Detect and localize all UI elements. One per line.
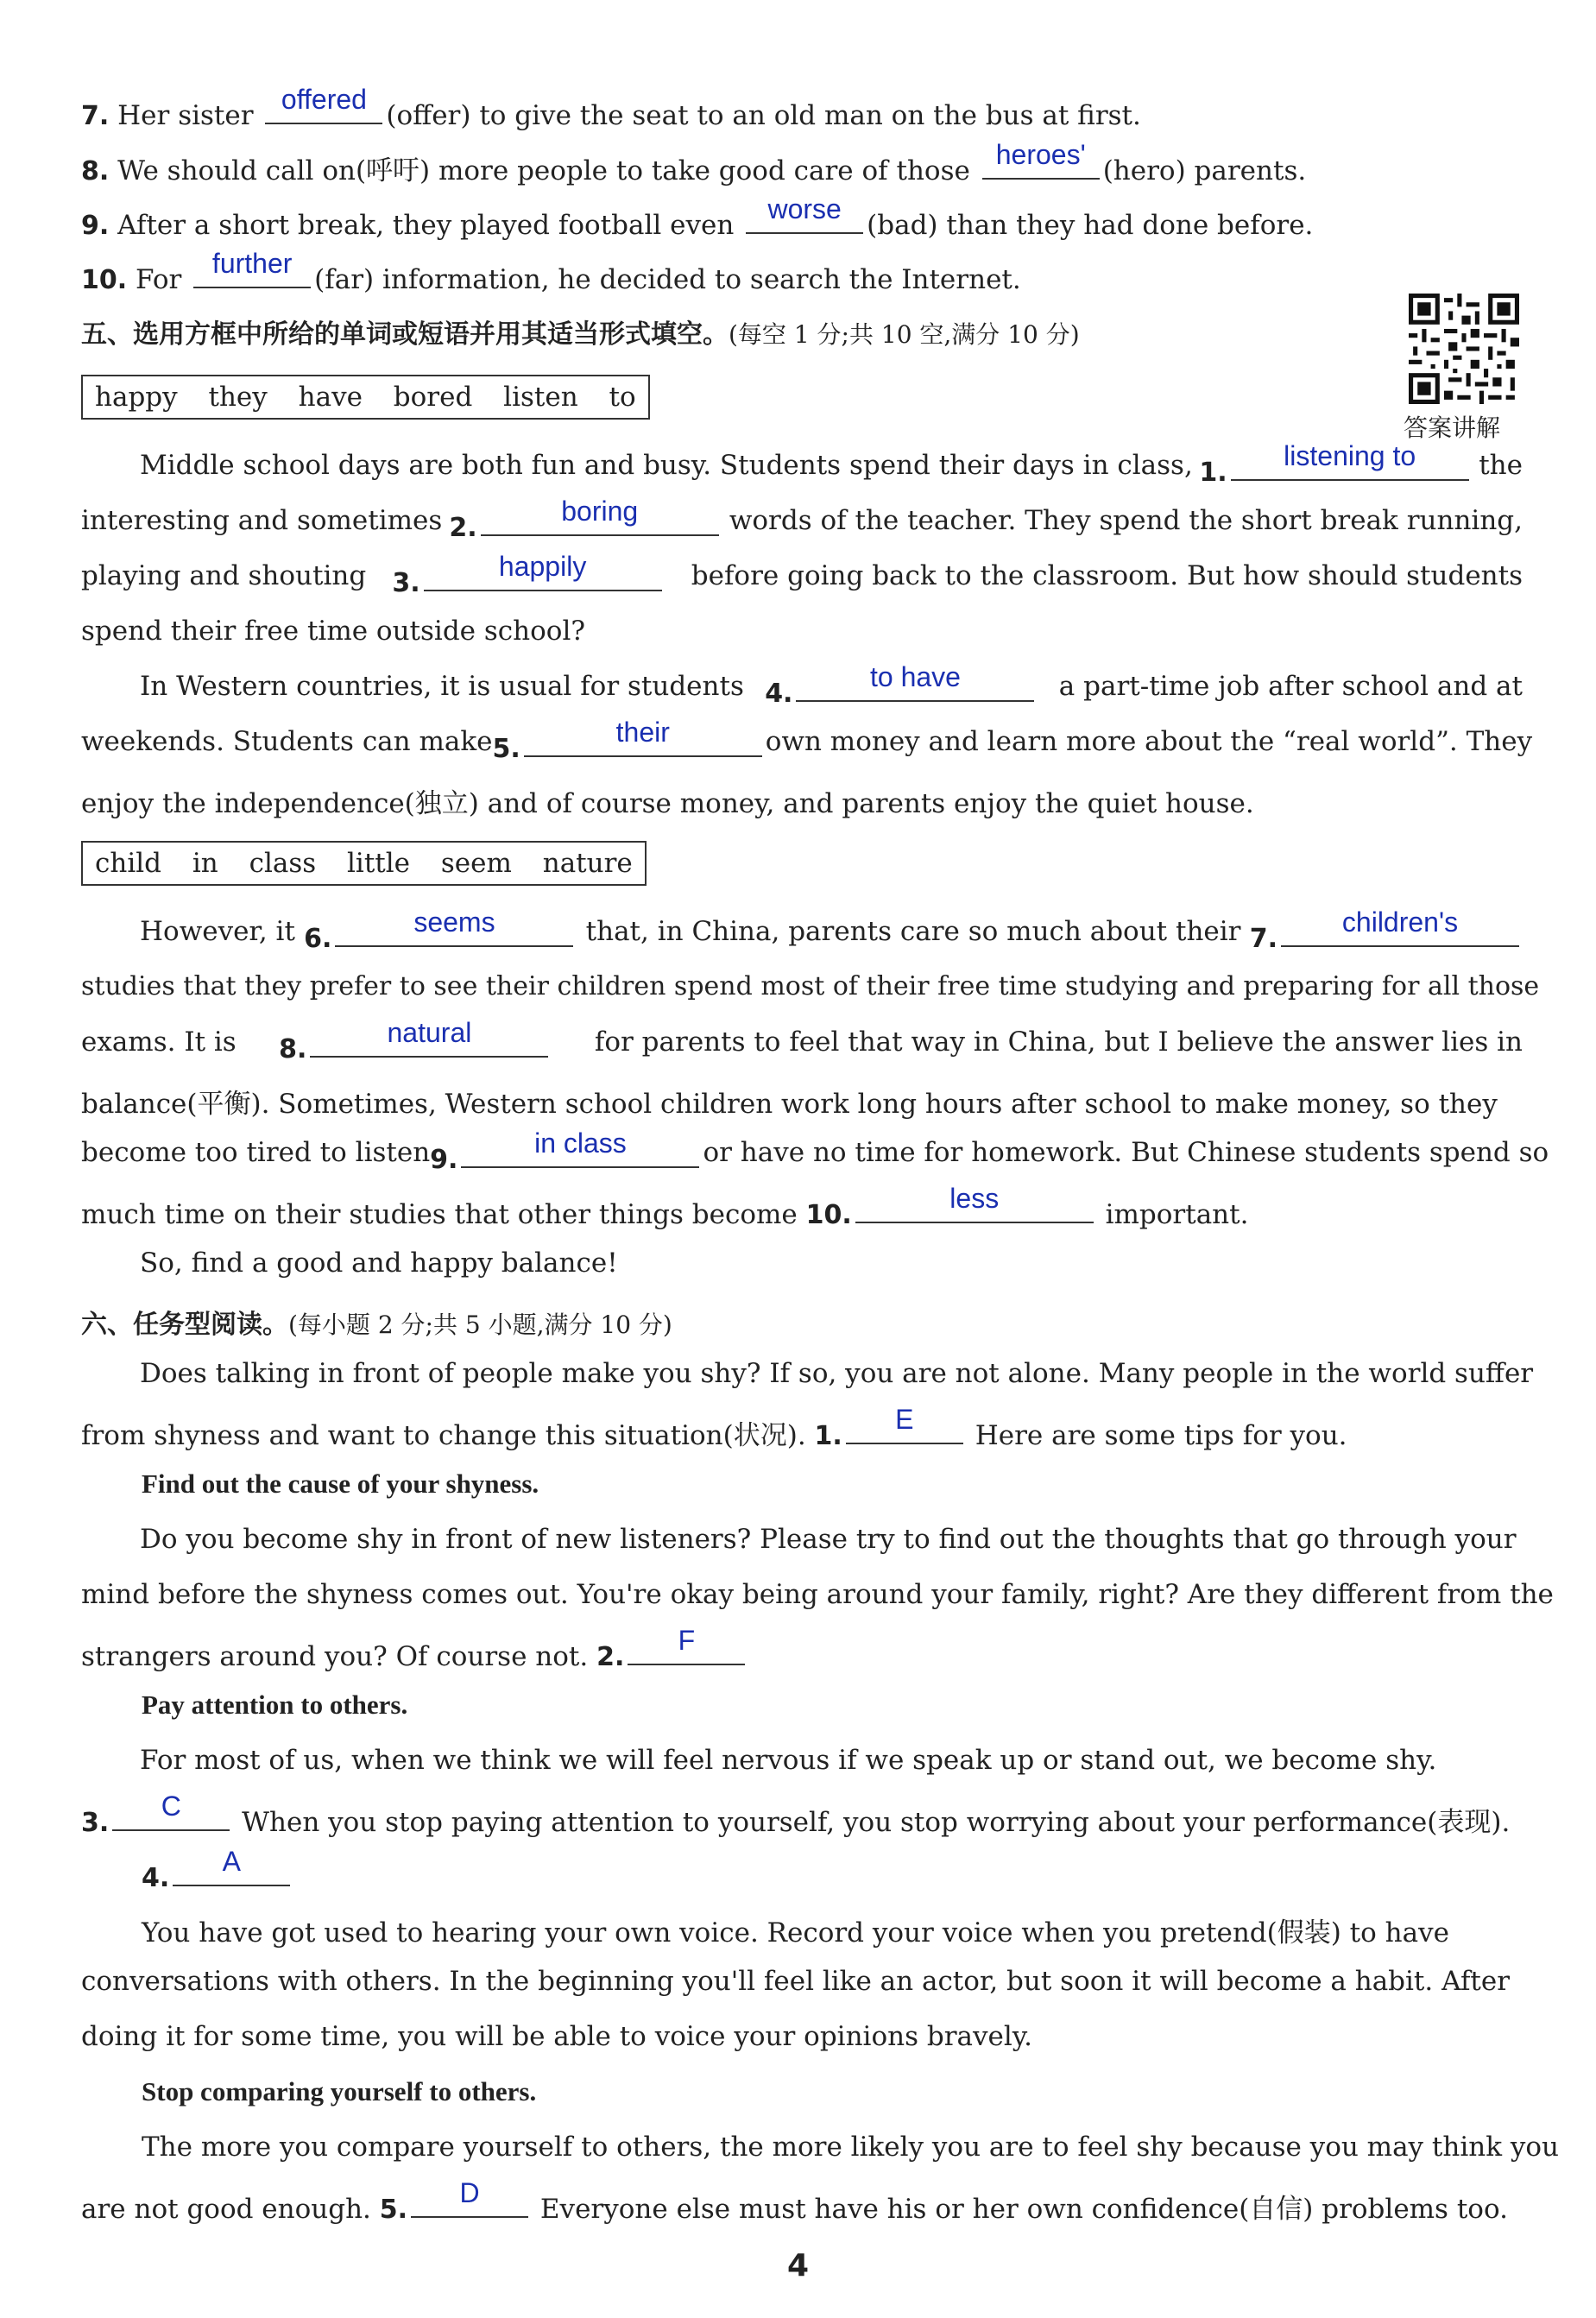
answer-blank[interactable]: happily bbox=[424, 560, 662, 591]
subheading: Pay attention to others. bbox=[142, 1690, 408, 1720]
word-box-1: happy they have bored listen to bbox=[81, 375, 650, 420]
passage-line: exams. It is 8. natural for parents to feel that way in China, but I believe the answer lies in bbox=[81, 1017, 1523, 1064]
answer-blank[interactable]: seems bbox=[335, 916, 573, 947]
answer-blank[interactable]: F bbox=[628, 1634, 745, 1665]
answer-blank[interactable]: to have bbox=[796, 671, 1034, 702]
passage-line: strangers around you? Of course not. 2. F bbox=[81, 1634, 748, 1672]
passage-line: weekends. Students can make 5. their own money and learn more about the “real world”. They bbox=[81, 717, 1533, 764]
passage-line: Does talking in front of people make you shy? If so, you are not alone. Many people in the world suffer bbox=[140, 1358, 1534, 1389]
passage-line: are not good enough. 5. D Everyone else must have his or her own confidence(自信) problems too. bbox=[81, 2177, 1508, 2225]
answer-blank[interactable]: less bbox=[855, 1192, 1094, 1223]
question-8: 8. We should call on(呼吁) more people to take good care of those heroes' (hero) parents. bbox=[81, 139, 1307, 186]
answer-blank[interactable]: boring bbox=[481, 505, 719, 536]
answer-blank[interactable]: further bbox=[193, 257, 311, 288]
passage-line: However, it 6. seems that, in China, parents care so much about their 7. children's bbox=[140, 916, 1523, 954]
answer-blank[interactable]: children's bbox=[1281, 916, 1519, 947]
passage-line: studies that they prefer to see their children spend most of their free time studying and preparing for all those bbox=[81, 971, 1540, 1001]
passage-line: balance(平衡). Sometimes, Western school children work long hours after school to make money, so they bbox=[81, 1089, 1498, 1120]
passage-line: mind before the shyness comes out. You're okay being around your family, right? Are they different from the bbox=[81, 1579, 1554, 1610]
answer-blank[interactable]: heroes' bbox=[982, 148, 1100, 180]
page-number: 4 bbox=[786, 2248, 810, 2283]
passage-line: enjoy the independence(独立) and of course money, and parents enjoy the quiet house. bbox=[81, 788, 1254, 819]
passage-line: 3. C When you stop paying attention to yourself, you stop worrying about your performance(表现). bbox=[81, 1791, 1511, 1838]
passage-line: much time on their studies that other things become 10. less important. bbox=[81, 1183, 1249, 1230]
answer-blank[interactable]: C bbox=[112, 1800, 230, 1831]
section-5-heading: 五、选用方框中所给的单词或短语并用其适当形式填空。(每空 1 分;共 10 空,满分 10 分) bbox=[81, 319, 1080, 350]
question-9: 9. After a short break, they played football even worse (bad) than they had done before. bbox=[81, 193, 1314, 241]
passage-line: In Western countries, it is usual for students 4. to have a part-time job after school and at bbox=[140, 661, 1523, 709]
passage-line: become too tired to listen 9. in class or have no time for homework. But Chinese students spend so bbox=[81, 1127, 1549, 1175]
answer-blank[interactable]: D bbox=[411, 2187, 528, 2218]
section-6-heading: 六、任务型阅读。(每小题 2 分;共 5 小题,满分 10 分) bbox=[81, 1310, 672, 1340]
passage-line: The more you compare yourself to others, the more likely you are to feel shy because you may think you bbox=[142, 2132, 1560, 2163]
question-7: 7. Her sister offered (offer) to give the seat to an old man on the bus at first. bbox=[81, 84, 1141, 131]
answer-blank[interactable]: offered bbox=[265, 93, 382, 124]
passage-line: spend their free time outside school? bbox=[81, 616, 585, 647]
word-box-2: child in class little seem nature bbox=[81, 841, 647, 886]
passage-line: For most of us, when we think we will feel nervous if we speak up or stand out, we become shy. bbox=[140, 1745, 1437, 1776]
answer-blank[interactable]: natural bbox=[310, 1026, 548, 1058]
passage-line: doing it for some time, you will be able to voice your opinions bravely. bbox=[81, 2021, 1033, 2052]
passage-line: conversations with others. In the beginning you'll feel like an actor, but soon it will become a habit. After bbox=[81, 1966, 1511, 1997]
answer-blank[interactable]: in class bbox=[461, 1137, 699, 1168]
answer-blank[interactable]: worse bbox=[746, 203, 863, 234]
answer-blank[interactable]: E bbox=[846, 1413, 963, 1444]
passage-line: Middle school days are both fun and busy. Students spend their days in class, 1. listening to the bbox=[140, 440, 1523, 488]
qr-label: 答案讲解 bbox=[1404, 414, 1501, 442]
question-10: 10. For further (far) information, he decided to search the Internet. bbox=[81, 248, 1021, 295]
passage-line: 4. A bbox=[142, 1855, 293, 1893]
passage-line: playing and shouting 3. happily before going back to the classroom. But how should students bbox=[81, 551, 1523, 598]
passage-line: Do you become shy in front of new listeners? Please try to find out the thoughts that go through your bbox=[140, 1524, 1517, 1555]
passage-line: interesting and sometimes 2. boring words of the teacher. They spend the short break running, bbox=[81, 496, 1523, 543]
passage-line: So, find a good and happy balance! bbox=[140, 1247, 618, 1279]
answer-blank[interactable]: their bbox=[524, 726, 762, 757]
answer-blank[interactable]: A bbox=[173, 1855, 290, 1886]
subheading: Find out the cause of your shyness. bbox=[142, 1468, 539, 1499]
subheading: Stop comparing yourself to others. bbox=[142, 2076, 537, 2106]
passage-line: You have got used to hearing your own voice. Record your voice when you pretend(假装) to have bbox=[142, 1917, 1449, 1949]
qr-code-icon[interactable] bbox=[1409, 294, 1519, 404]
passage-line: from shyness and want to change this situation(状况). 1. E Here are some tips for you. bbox=[81, 1404, 1347, 1451]
answer-blank[interactable]: listening to bbox=[1231, 450, 1469, 481]
